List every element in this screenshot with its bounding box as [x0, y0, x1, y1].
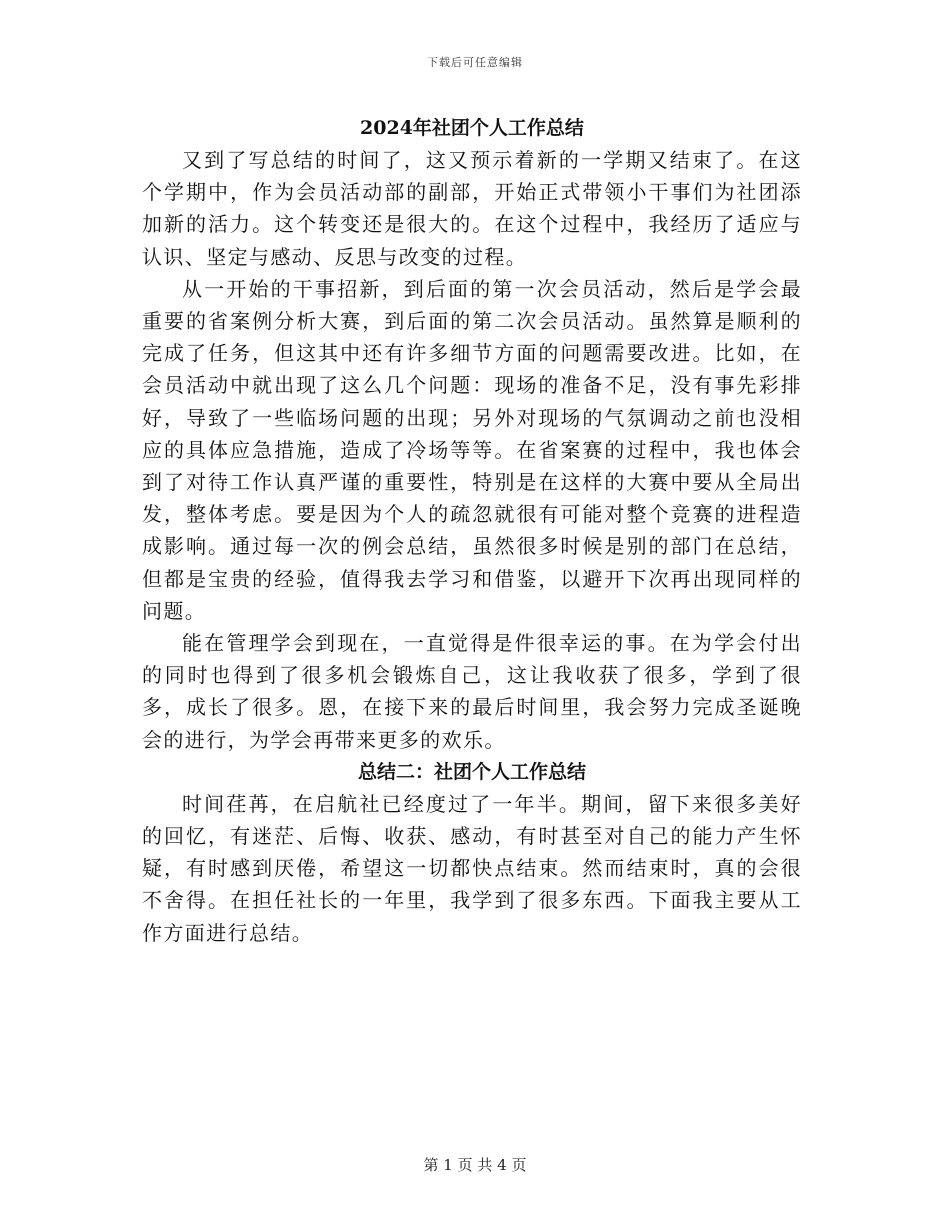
- page-footer: 第 1 页 共 4 页: [423, 1156, 527, 1174]
- document-body: [142, 112, 802, 949]
- section-2-paragraph-1: 时间荏苒，在启航社已经度过了一年半。期间，留下来很多美好的回忆，有迷茫、后悔、收获、感动，有时甚至对自己的能力产生怀疑，有时感到厌倦，希望这一切都快点结束。然而结束时，真的会很不舍得。在担任社长的一年里，我学到了很多东西。下面我主要从工作方面进行总结。: [142, 791, 802, 945]
- paragraph-3: 能在管理学会到现在，一直觉得是件很幸运的事。在为学会付出的同时也得到了很多机会锻炼自己，这让我收获了很多，学到了很多，成长了很多。恩，在接下来的最后时间里，我会努力完成圣诞晚会的进行，为学会再带来更多的欢乐。: [142, 631, 802, 752]
- paragraph-2: 从一开始的干事招新，到后面的第一次会员活动，然后是学会最重要的省案例分析大赛，到后面的第二次会员活动。虽然算是顺利的完成了任务，但这其中还有许多细节方面的问题需要改进。比如，在会员活动中就出现了这么几个问题：现场的准备不足，没有事先彩排好，导致了一些临场问题的出现；另外对现场的气氛调动之前也没相应的具体应急措施，造成了冷场等等。在省案赛的过程中，我也体会到了对待工作认真严谨的重要性，特别是在这样的大赛中要从全局出发，整体考虑。要是因为个人的疏忽就很有可能对整个竞赛的进程造成影响。通过每一次的例会总结，虽然很多时候是别的部门在总结，但都是宝贵的经验，值得我去学习和借鉴，以避开下次再出现同样的问题。: [142, 276, 802, 623]
- paragraph-1: 又到了写总结的时间了，这又预示着新的一学期又结束了。在这个学期中，作为会员活动部的副部，开始正式带领小干事们为社团添加新的活力。这个转变还是很大的。在这个过程中，我经历了适应与认识、坚定与感动、反思与改变的过程。: [142, 148, 802, 269]
- header-note: 下载后可任意编辑: [427, 56, 523, 69]
- section-2-title: 总结二：社团个人工作总结: [357, 760, 586, 783]
- document-title: 2024年社团个人工作总结: [360, 117, 584, 139]
